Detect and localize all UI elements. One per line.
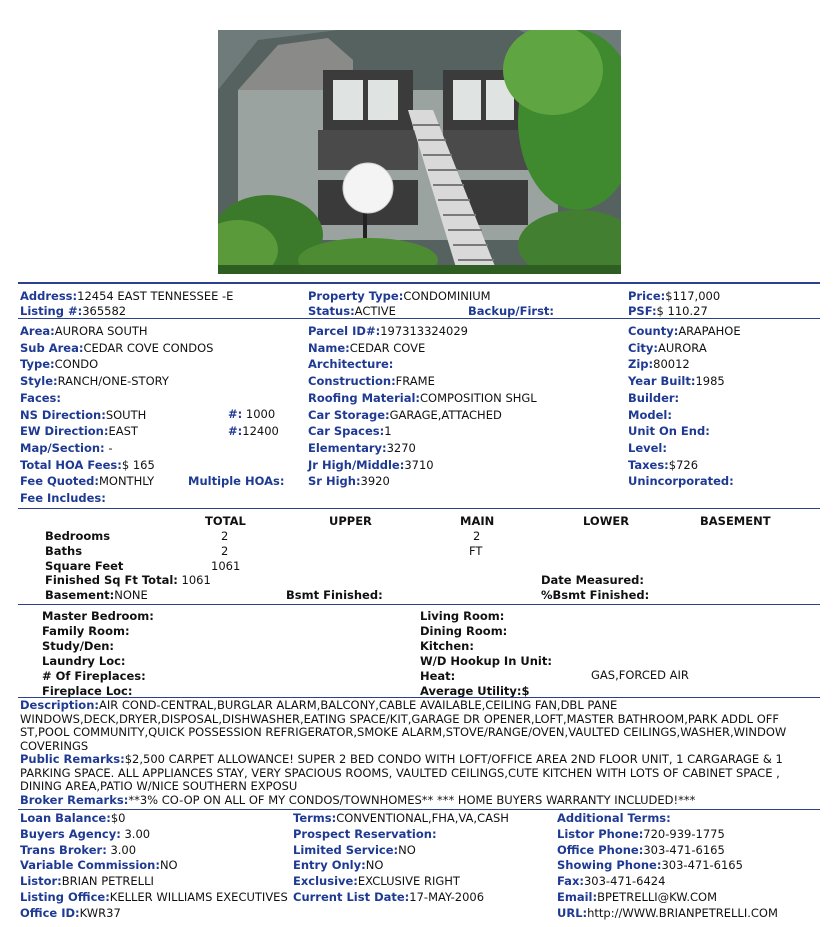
baths-main: FT (469, 544, 483, 558)
field-ns-direction: NS Direction:SOUTH (20, 407, 147, 422)
address-row: Address:12454 EAST TENNESSEE -E (20, 289, 234, 303)
col-basement-header: BASEMENT (700, 514, 771, 528)
field-sr-high: Sr High:3920 (308, 474, 390, 489)
field-dining-room: Dining Room: (420, 623, 508, 638)
field-taxes: Taxes:$726 (628, 457, 699, 472)
listing-number-row: Listing #:365582 (20, 304, 127, 318)
field-total-hoa-fees: Total HOA Fees:$ 165 (20, 457, 155, 472)
field-email: Email:BPETRELLI@KW.COM (557, 890, 718, 904)
field-average-utility: Average Utility:$ (420, 683, 530, 698)
field-construction: Construction:FRAME (308, 374, 435, 389)
basement-row: Basement:NONE (45, 588, 148, 602)
field-buyers-agency: Buyers Agency: 3.00 (20, 826, 151, 841)
backup-first-label: Backup/First: (468, 304, 555, 318)
field-area: Area:AURORA SOUTH (20, 324, 148, 338)
field-fee-includes: Fee Includes: (20, 491, 106, 505)
field-map-section: Map/Section: - (20, 440, 113, 455)
field-showing-phone: Showing Phone:303-471-6165 (557, 858, 743, 873)
ns-number: #: 1000 (228, 407, 276, 421)
baths-total: 2 (221, 544, 229, 558)
psf-row: PSF:$ 110.27 (628, 304, 708, 318)
field-elementary: Elementary:3270 (308, 440, 416, 455)
field-faces: Faces: (20, 390, 62, 405)
bedrooms-total: 2 (221, 529, 229, 543)
field-limited-service: Limited Service:NO (293, 842, 416, 857)
field-name: Name:CEDAR COVE (308, 340, 426, 355)
status-row: Status:ACTIVE (308, 304, 396, 318)
field-listor: Listor:BRIAN PETRELLI (20, 874, 154, 889)
field-w-d-hookup-in-unit: W/D Hookup In Unit: (420, 653, 552, 668)
field-trans-broker: Trans Broker: 3.00 (20, 842, 137, 857)
field-county: County:ARAPAHOE (628, 324, 741, 338)
field-terms: Terms:CONVENTIONAL,FHA,VA,CASH (293, 811, 509, 825)
square-feet-label: Square Feet (45, 559, 124, 573)
field-kitchen: Kitchen: (420, 638, 474, 653)
field-sub-area: Sub Area:CEDAR COVE CONDOS (20, 340, 214, 355)
field-roofing-material: Roofing Material:COMPOSITION SHGL (308, 390, 537, 405)
ew-number: #:12400 (228, 424, 279, 438)
square-feet-total: 1061 (211, 559, 241, 573)
field-zip: Zip:80012 (628, 357, 690, 372)
multiple-hoas-label: Multiple HOAs: (188, 474, 285, 488)
field-style: Style:RANCH/ONE-STORY (20, 374, 169, 389)
field-fax: Fax:303-471-6424 (557, 874, 666, 889)
field-fireplace-loc: Fireplace Loc: (42, 683, 133, 698)
field-exclusive: Exclusive:EXCLUSIVE RIGHT (293, 874, 460, 889)
field-entry-only: Entry Only:NO (293, 858, 384, 873)
field-heat: Heat: (420, 668, 456, 683)
field-architecture: Architecture: (308, 357, 394, 372)
col-total-header: TOTAL (205, 514, 246, 528)
public-remarks-block: Public Remarks:$2,500 CARPET ALLOWANCE! SUPER 2 BED CONDO WITH LOFT/OFFICE AREA 2ND FLOOR UNIT, 1 CARGARAGE & 1 PARKING SPACE. ALL APPLIANCES STAY, VERY SPACIOUS ROOMS, VAULTED CEILINGS,CUTE KITCHEN WITH LOTS OF CABINET SPACE , DINING AREA,PATIO W/NICE SOUTHERN EXPOSU (20, 752, 783, 793)
field-study-den: Study/Den: (42, 638, 115, 653)
field-car-storage: Car Storage:GARAGE,ATTACHED (308, 407, 502, 422)
condo-building-image (218, 30, 621, 274)
property-photo (218, 30, 621, 274)
heat-value: GAS,FORCED AIR (591, 668, 689, 682)
broker-remarks-block: Broker Remarks:**3% CO-OP ON ALL OF MY CONDOS/TOWNHOMES** *** HOME BUYERS WARRANTY INCLUDED!*** (20, 793, 696, 807)
field-current-list-date: Current List Date:17-MAY-2006 (293, 890, 485, 904)
field-loan-balance: Loan Balance:$0 (20, 811, 126, 825)
field-listor-phone: Listor Phone:720-939-1775 (557, 826, 725, 841)
field-level: Level: (628, 440, 667, 455)
field-office-phone: Office Phone:303-471-6165 (557, 842, 725, 857)
col-upper-header: UPPER (329, 514, 372, 528)
price-row: Price:$117,000 (628, 289, 721, 303)
field-laundry-loc: Laundry Loc: (42, 653, 126, 668)
bedrooms-label: Bedrooms (45, 529, 111, 543)
field-additional-terms: Additional Terms: (557, 811, 671, 825)
field-office-id: Office ID:KWR37 (20, 905, 121, 920)
field-variable-commission: Variable Commission:NO (20, 858, 178, 873)
field-ew-direction: EW Direction:EAST (20, 424, 138, 439)
field-year-built: Year Built:1985 (628, 374, 725, 389)
col-lower-header: LOWER (583, 514, 630, 528)
bedrooms-main: 2 (473, 529, 481, 543)
field-model: Model: (628, 407, 672, 422)
field-builder: Builder: (628, 390, 680, 405)
field-master-bedroom: Master Bedroom: (42, 609, 154, 623)
field-prospect-reservation: Prospect Reservation: (293, 826, 437, 841)
pct-bsmt-finished-label: %Bsmt Finished: (541, 588, 650, 602)
field-unit-on-end: Unit On End: (628, 424, 710, 439)
field-type: Type:CONDO (20, 357, 99, 372)
field-of-fireplaces: # Of Fireplaces: (42, 668, 146, 683)
date-measured-label: Date Measured: (541, 573, 644, 587)
field-family-room: Family Room: (42, 623, 130, 638)
col-main-header: MAIN (460, 514, 495, 528)
field-city: City:AURORA (628, 340, 707, 355)
baths-label: Baths (45, 544, 83, 558)
field-fee-quoted: Fee Quoted:MONTHLY (20, 474, 155, 489)
property-type-row: Property Type:CONDOMINIUM (308, 289, 491, 303)
field-listing-office: Listing Office:KELLER WILLIAMS EXECUTIVES (20, 890, 288, 904)
field-parcel-id: Parcel ID#:197313324029 (308, 324, 468, 338)
field-car-spaces: Car Spaces:1 (308, 424, 392, 439)
field-url: URL:http://WWW.BRIANPETRELLI.COM (557, 905, 778, 920)
field-unincorporated: Unincorporated: (628, 474, 734, 489)
finished-sqft-row: Finished Sq Ft Total: 1061 (45, 573, 211, 587)
description-block: Description:AIR COND-CENTRAL,BURGLAR ALARM,BALCONY,CABLE AVAILABLE,CEILING FAN,DBL PANE WINDOWS,DECK,DRYER,DISPOSAL,DISHWASHER,EATING SPACE/KIT,GARAGE DR OPENER,LOFT,MASTER BATHROOM,PARK ADDL OFF ST,POOL COMMUNITY,QUICK POSSESSION REFRIGERATOR,SMOKE ALARM,STOVE/RANGE/OVEN,VAULTED CEILINGS,WASHER,WINDOW COVERINGS (20, 698, 787, 753)
field-jr-high-middle: Jr High/Middle:3710 (308, 457, 434, 472)
bsmt-finished-label: Bsmt Finished: (286, 588, 383, 602)
field-living-room: Living Room: (420, 609, 505, 623)
